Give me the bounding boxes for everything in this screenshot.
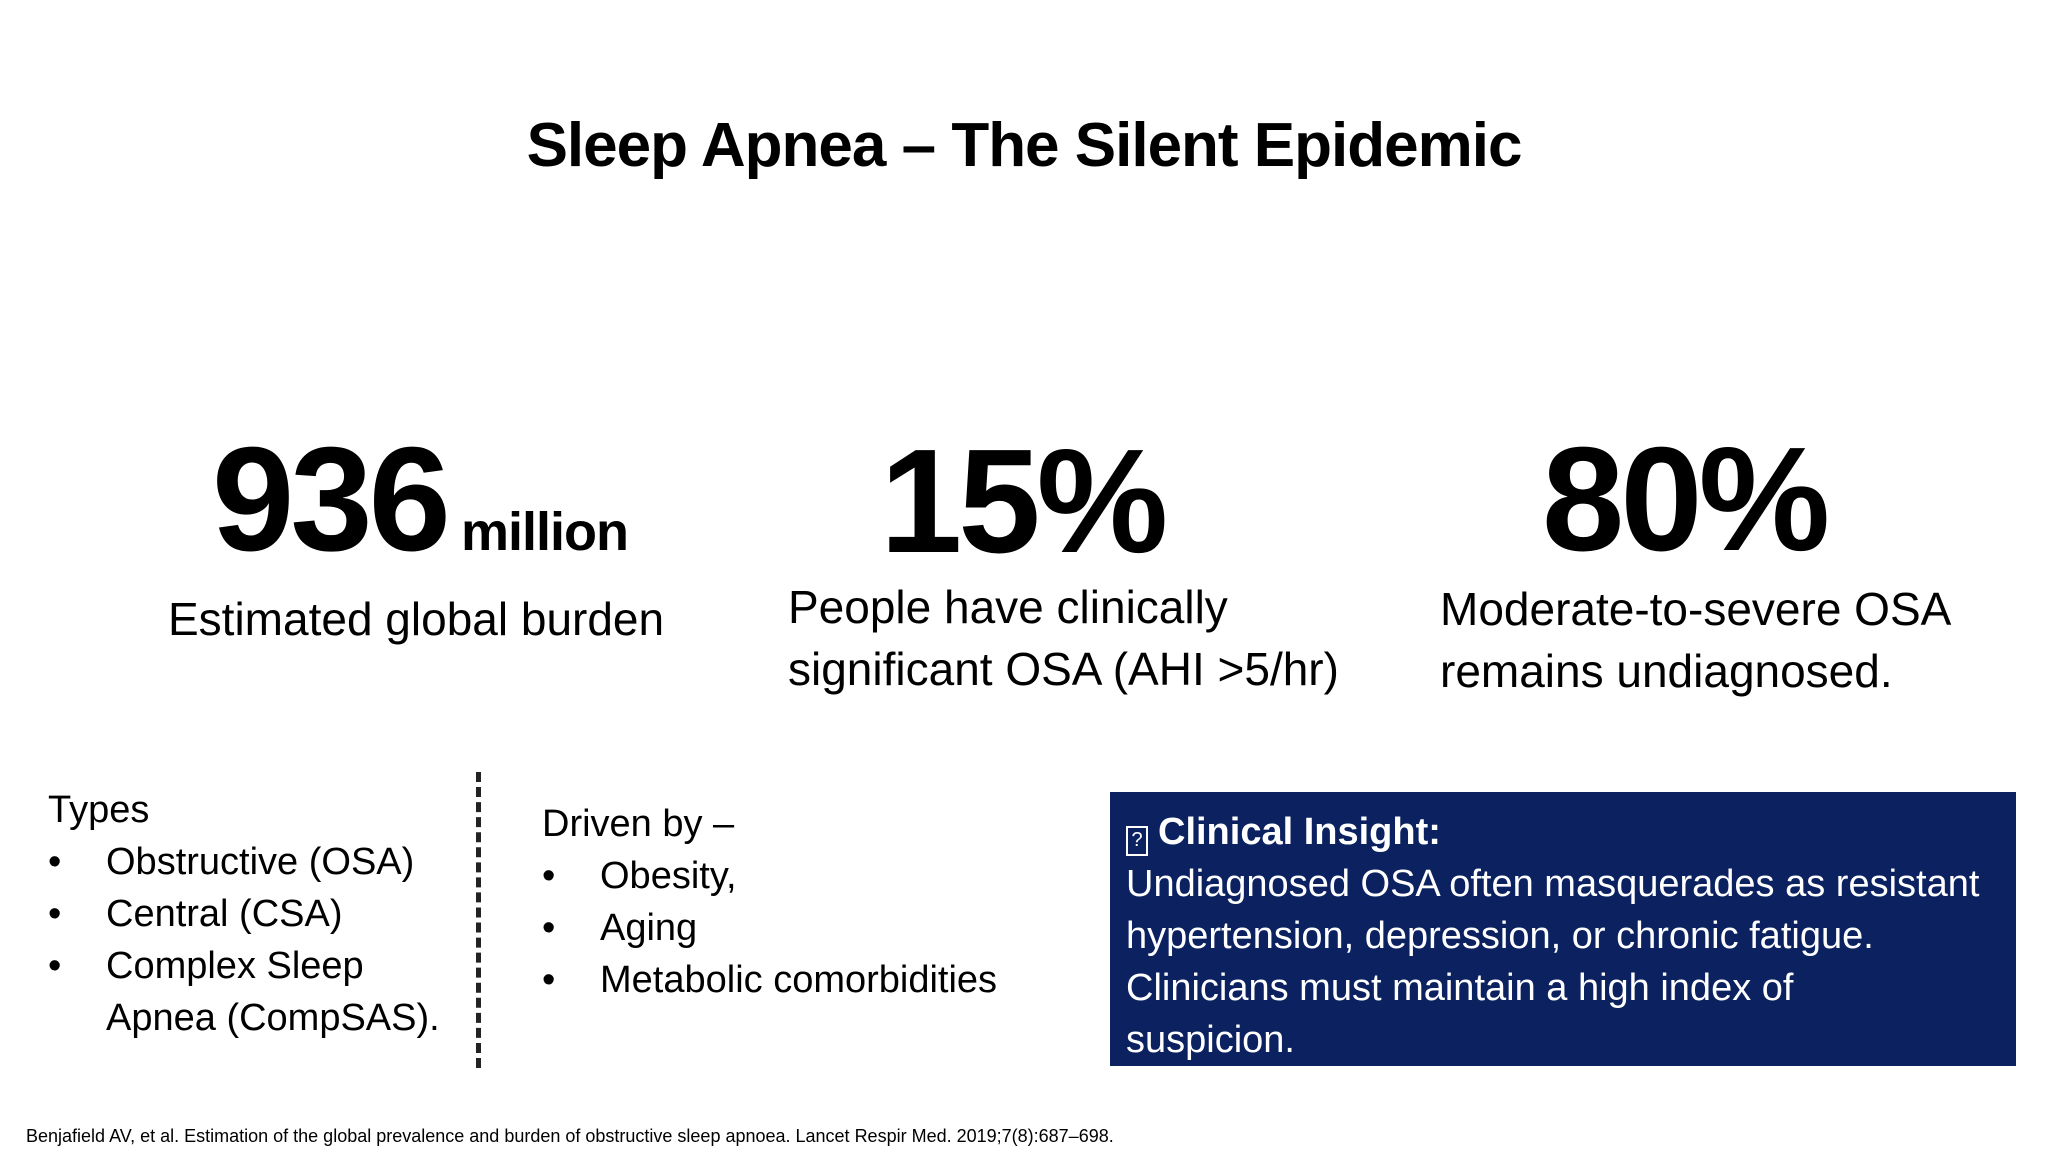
types-heading: Types (48, 789, 150, 831)
stat-significant-osa (880, 419, 1165, 584)
stat-description-line: Moderate-to-severe OSA (1440, 583, 1952, 635)
stat-undiagnosed (1542, 417, 1827, 582)
stat-value: 15% (880, 419, 1165, 584)
drivers-heading: Driven by – (542, 803, 735, 845)
stat-unit: million (460, 502, 628, 562)
insight-line: suspicion. (1126, 1019, 1295, 1061)
types-list (48, 784, 440, 1044)
stat-description (168, 588, 664, 650)
clinical-insight-box (1110, 792, 2016, 1066)
stat-description (1440, 578, 1951, 702)
insight-line: hypertension, depression, or chronic fatigue. (1126, 915, 1874, 957)
list-item: • Metabolic comorbidities (542, 954, 997, 1006)
stat-global-burden (212, 417, 628, 582)
list-item: • Obstructive (OSA) (48, 836, 440, 888)
citation: Benjafield AV, et al. Estimation of the global prevalence and burden of obstructive sleep apnoea. Lancet Respir Med. 2019;7(8):687–698. (26, 1126, 1114, 1146)
stat-description-line: People have clinically (788, 581, 1228, 633)
dashed-divider (476, 772, 481, 1068)
list-item: • Obesity, (542, 850, 997, 902)
insight-line: Clinicians must maintain a high index of (1126, 967, 1794, 1009)
list-item: • Complex Sleep (48, 940, 440, 992)
drivers-list (542, 798, 997, 1006)
stat-description-line: remains undiagnosed. (1440, 645, 1893, 697)
stat-value: 936 (212, 417, 447, 582)
list-item: Apnea (CompSAS). (106, 997, 440, 1039)
insight-heading: Clinical Insight: (1158, 811, 1441, 853)
missing-glyph-icon: ? (1126, 826, 1148, 856)
insight-heading-row (1126, 806, 2000, 858)
list-item: • Aging (542, 902, 997, 954)
stat-value: 80% (1542, 417, 1827, 582)
list-item: • Central (CSA) (48, 888, 440, 940)
stat-description-line: Estimated global burden (168, 593, 665, 645)
stat-description (788, 576, 1339, 700)
slide-title: Sleep Apnea – The Silent Epidemic (526, 111, 1522, 180)
stat-description-line: significant OSA (AHI >5/hr) (788, 643, 1339, 695)
insight-line: Undiagnosed OSA often masquerades as resistant (1126, 863, 1980, 905)
